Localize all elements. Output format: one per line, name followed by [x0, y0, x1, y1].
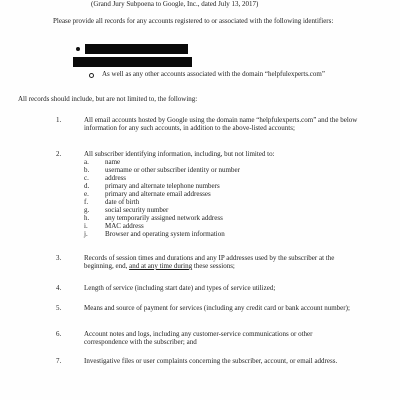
item-number: 7. — [56, 357, 62, 365]
subpoena-header: (Grand Jury Subpoena to Google, Inc., dated July 13, 2017) — [91, 0, 259, 8]
item-number: 2. — [56, 150, 62, 158]
redacted-identifier — [85, 44, 188, 54]
item-number: 5. — [56, 304, 62, 312]
item-number: 3. — [56, 254, 62, 262]
sub-text: any temporarily assigned network address — [105, 214, 223, 222]
sub-text: address — [105, 174, 126, 182]
item-text: All email accounts hosted by Google using the domain name “helpfulexperts.com” and the below information for any such accounts, in addition to the above-listed accounts; — [84, 116, 358, 132]
sub-letter: i. — [84, 222, 88, 230]
records-intro: All records should include, but are not limited to, the following: — [18, 95, 198, 103]
intro-paragraph: Please provide all records for any accounts registered to or associated with the following identifiers: — [53, 17, 334, 25]
sub-letter: h. — [84, 214, 90, 222]
item-number: 6. — [56, 330, 62, 338]
item-text: Records of session times and durations and any IP addresses used by the subscriber at the beginning, end, and at any time during these sessions; — [84, 254, 335, 270]
sub-text: primary and alternate telephone numbers — [105, 182, 220, 190]
sub-letter: b. — [84, 166, 90, 174]
item-text: Investigative files or user complaints concerning the subscriber, account, or email address. — [84, 357, 338, 365]
bullet-icon — [76, 47, 80, 51]
sub-text: date of birth — [105, 198, 140, 206]
item-text: Length of service (including start date) and types of service utilized; — [84, 284, 276, 292]
item-number: 1. — [56, 116, 62, 124]
sub-letter: f. — [84, 198, 89, 206]
underlined-phrase: and at any time during — [129, 262, 193, 270]
sub-letter: c. — [84, 174, 89, 182]
item-text: Account notes and logs, including any customer-service communications or other correspondence with the subscriber; and — [84, 330, 313, 346]
sub-text: name — [105, 158, 121, 166]
sub-text: primary and alternate email addresses — [105, 190, 211, 198]
sub-bullet-icon — [89, 73, 94, 78]
sub-text: Browser and operating system information — [105, 230, 225, 238]
sub-letter: a. — [84, 158, 89, 166]
redacted-identifier — [73, 57, 192, 67]
sub-letter: e. — [84, 190, 89, 198]
identifier-subitem: As well as any other accounts associated with the domain “helpfulexperts.com” — [102, 70, 325, 78]
item-text: Means and source of payment for services (including any credit card or bank account number); — [84, 304, 350, 312]
item-text: All subscriber identifying information, including, but not limited to: — [84, 150, 275, 158]
sub-letter: g. — [84, 206, 90, 214]
sub-letter: j. — [84, 230, 88, 238]
sub-text: username or other subscriber identity or number — [105, 166, 240, 174]
sub-text: social security number — [105, 206, 169, 214]
sub-text: MAC address — [105, 222, 144, 230]
item-number: 4. — [56, 284, 62, 292]
sub-letter: d. — [84, 182, 90, 190]
